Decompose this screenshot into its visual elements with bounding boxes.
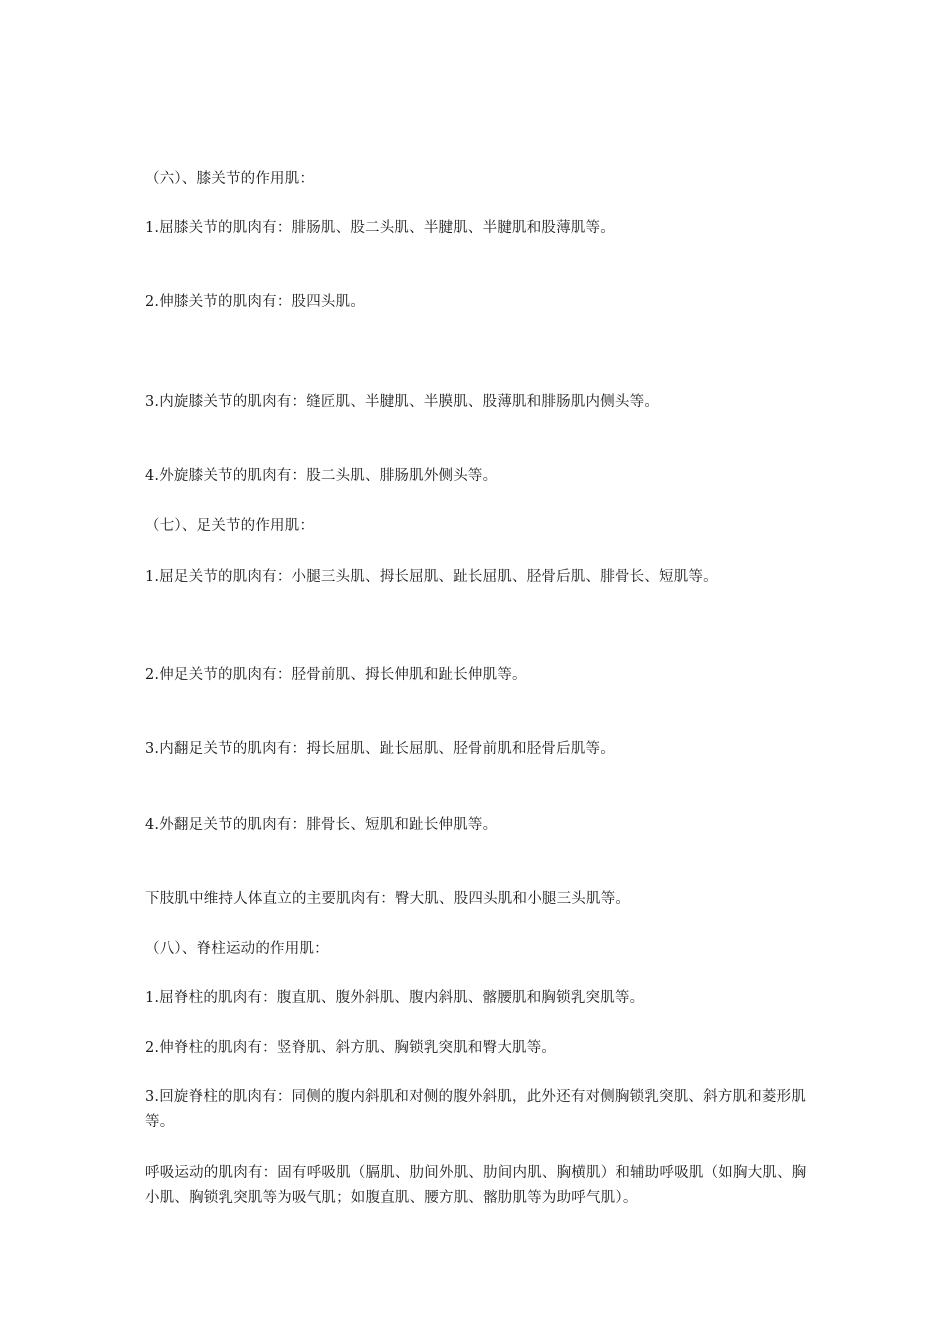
paragraph-knee-flexion: 1.屈膝关节的肌肉有：腓肠肌、股二头肌、半腱肌、半腱肌和股薄肌等。	[145, 220, 615, 236]
paragraph-foot-extension: 2.伸足关节的肌肉有：胫骨前肌、拇长伸肌和趾长伸肌等。	[145, 667, 527, 683]
section-heading-foot: （七）、足关节的作用肌：	[145, 518, 315, 534]
paragraph-respiratory-muscles: 呼吸运动的肌肉有：固有呼吸肌（膈肌、肋间外肌、肋间内肌、胸横肌）和辅助呼吸肌（如胸大肌、胸小肌、胸锁乳突肌等为吸气肌；如腹直肌、腰方肌、髂肋肌等为助呼气肌）。	[145, 1165, 807, 1206]
paragraph-knee-external-rotation: 4.外旋膝关节的肌肉有：股二头肌、腓肠肌外侧头等。	[145, 468, 498, 484]
paragraph-spine-flexion: 1.屈脊柱的肌肉有：腹直肌、腹外斜肌、腹内斜肌、髂腰肌和胸锁乳突肌等。	[145, 990, 645, 1006]
section-heading-spine: （八）、脊柱运动的作用肌：	[145, 941, 329, 957]
paragraph-spine-extension: 2.伸脊柱的肌肉有：竖脊肌、斜方肌、胸锁乳突肌和臀大肌等。	[145, 1040, 557, 1056]
paragraph-spine-rotation: 3.回旋脊柱的肌肉有：同侧的腹内斜肌和对侧的腹外斜肌，此外还有对侧胸锁乳突肌、斜方肌和菱形肌等。	[145, 1089, 807, 1130]
paragraph-foot-eversion: 4.外翻足关节的肌肉有：腓骨长、短肌和趾长伸肌等。	[145, 817, 498, 833]
paragraph-knee-extension: 2.伸膝关节的肌肉有：股四头肌。	[145, 294, 366, 310]
paragraph-standing-muscles: 下肢肌中维持人体直立的主要肌肉有：臀大肌、股四头肌和小腿三头肌等。	[145, 891, 631, 907]
paragraph-foot-flexion: 1.屈足关节的肌肉有：小腿三头肌、拇长屈肌、趾长屈肌、胫骨后肌、腓骨长、短肌等。	[145, 569, 718, 585]
section-heading-knee: （六）、膝关节的作用肌：	[145, 171, 315, 187]
paragraph-foot-inversion: 3.内翻足关节的肌肉有：拇长屈肌、趾长屈肌、胫骨前肌和胫骨后肌等。	[145, 741, 615, 757]
paragraph-knee-internal-rotation: 3.内旋膝关节的肌肉有：缝匠肌、半腱肌、半膜肌、股薄肌和腓肠肌内侧头等。	[145, 394, 660, 410]
